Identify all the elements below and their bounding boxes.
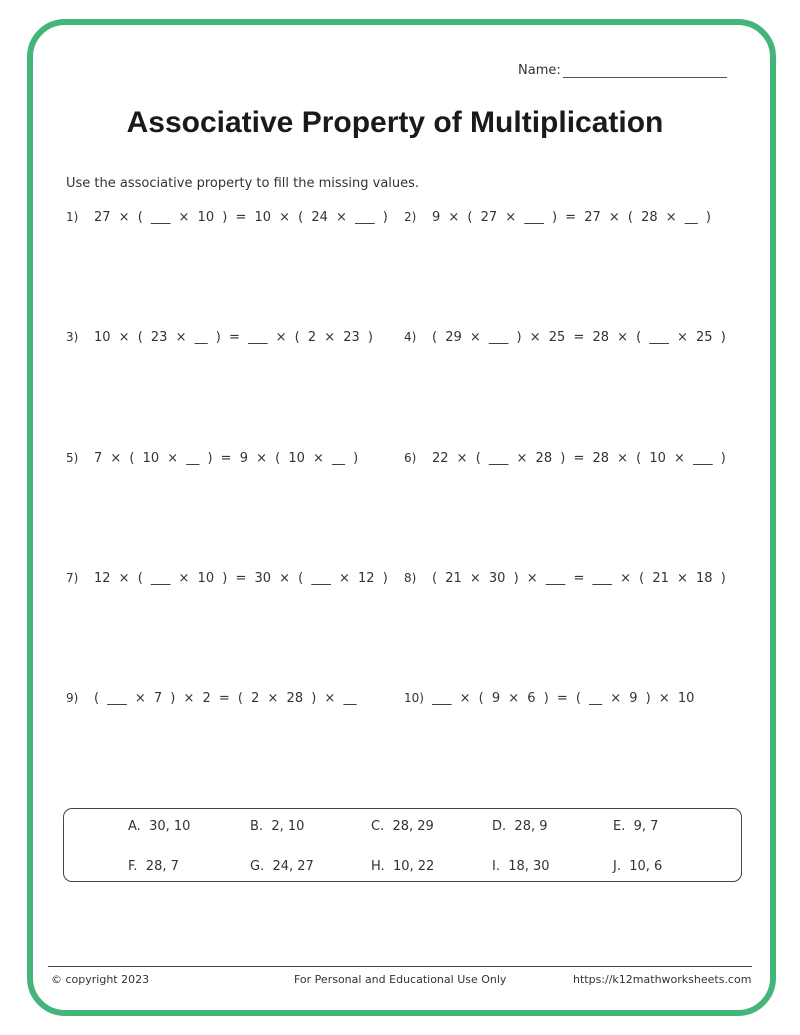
problem-9	[66, 691, 356, 706]
answer-value: 9, 7	[633, 819, 659, 834]
problem-10	[404, 691, 694, 706]
answer-option	[492, 819, 548, 834]
problem-number: 3)	[66, 330, 79, 344]
answer-letter: D.	[492, 819, 507, 834]
problem-number: 8)	[404, 571, 417, 585]
problem-number: 9)	[66, 691, 79, 705]
name-field	[518, 63, 727, 78]
answer-value: 24, 27	[272, 859, 314, 874]
problem-number: 2)	[404, 210, 417, 224]
problem-7	[66, 571, 388, 586]
answer-value: 18, 30	[508, 859, 550, 874]
footer-divider	[48, 966, 752, 967]
answer-option	[250, 859, 314, 874]
answer-option	[128, 859, 179, 874]
answer-value: 28, 9	[514, 819, 548, 834]
problem-6	[404, 451, 726, 466]
problem-expression: 27 × ( ___ × 10 ) = 10 × ( 24 × ___ )	[94, 210, 388, 225]
answer-letter: H.	[371, 859, 385, 874]
answer-letter: A.	[128, 819, 141, 834]
problem-number: 10)	[404, 691, 424, 705]
problem-expression: ___ × ( 9 × 6 ) = ( __ × 9 ) × 10	[432, 691, 695, 706]
problem-3	[66, 330, 373, 345]
problem-8	[404, 571, 726, 586]
problem-4	[404, 330, 726, 345]
problem-number: 1)	[66, 210, 79, 224]
problem-expression: ( 21 × 30 ) × ___ = ___ × ( 21 × 18 )	[432, 571, 726, 586]
answer-option	[128, 819, 190, 834]
answer-value: 2, 10	[271, 819, 305, 834]
name-label: Name:	[518, 63, 561, 78]
answer-box	[63, 808, 742, 882]
problem-expression: 7 × ( 10 × __ ) = 9 × ( 10 × __ )	[94, 451, 359, 466]
answer-option	[613, 859, 662, 874]
problem-number: 7)	[66, 571, 79, 585]
answer-value: 10, 22	[392, 859, 435, 874]
answer-option	[250, 819, 304, 834]
problem-number: 4)	[404, 330, 417, 344]
problem-expression: 12 × ( ___ × 10 ) = 30 × ( ___ × 12 )	[94, 571, 388, 586]
problem-expression: ( 29 × ___ ) × 25 = 28 × ( ___ × 25 )	[432, 330, 726, 345]
page-title: Associative Property of Multiplication	[126, 106, 664, 139]
problem-number: 6)	[404, 451, 417, 465]
problem-expression: 9 × ( 27 × ___ ) = 27 × ( 28 × __ )	[432, 210, 711, 225]
answer-option	[492, 859, 550, 874]
answer-letter: I.	[492, 859, 500, 874]
name-blank	[563, 64, 727, 78]
problem-expression: 22 × ( ___ × 28 ) = 28 × ( 10 × ___ )	[432, 451, 726, 466]
footer-copyright: © copyright 2023	[51, 973, 150, 986]
answer-option	[371, 859, 434, 874]
answer-value: 30, 10	[149, 819, 191, 834]
answer-letter: B.	[250, 819, 264, 834]
answer-letter: J.	[613, 859, 621, 874]
answer-letter: G.	[250, 859, 265, 874]
problem-5	[66, 451, 358, 466]
answer-option	[613, 819, 658, 834]
problem-expression: 10 × ( 23 × __ ) = ___ × ( 2 × 23 )	[94, 330, 373, 345]
problem-2	[404, 210, 711, 225]
answer-option	[371, 819, 434, 834]
footer-url[interactable]: https://k12mathworksheets.com	[573, 973, 752, 986]
instruction-text: Use the associative property to fill the missing values.	[66, 176, 420, 191]
answer-letter: F.	[128, 859, 138, 874]
problem-number: 5)	[66, 451, 79, 465]
footer-usage: For Personal and Educational Use Only	[294, 973, 507, 986]
answer-value: 28, 7	[145, 859, 179, 874]
problem-expression: ( ___ × 7 ) × 2 = ( 2 × 28 ) × __	[94, 691, 357, 706]
answer-value: 10, 6	[629, 859, 663, 874]
problem-1	[66, 210, 388, 225]
answer-letter: E.	[613, 819, 626, 834]
answer-letter: C.	[371, 819, 385, 834]
answer-value: 28, 29	[392, 819, 434, 834]
